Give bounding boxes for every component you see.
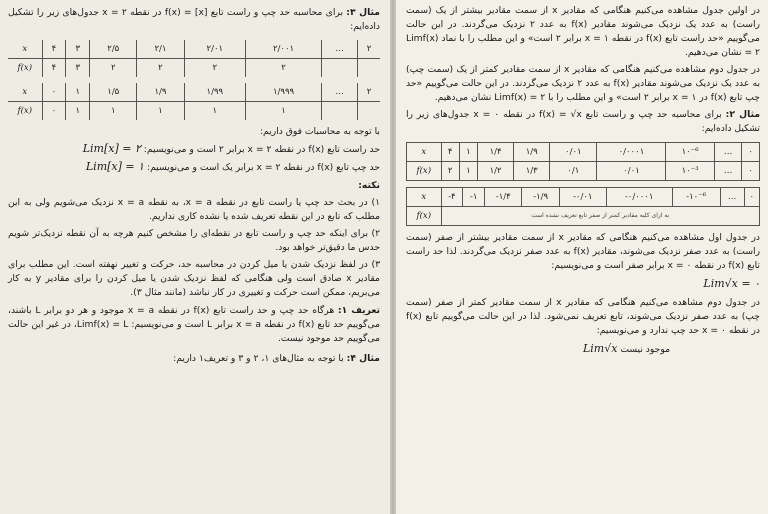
table-cell: ۱/۴ (478, 143, 514, 162)
table-head-x: x (407, 143, 441, 162)
left-limit-text: حد چپ تابع f(x) در نقطه ۲ = x برابر یک است و می‌نویسیم: (146, 162, 380, 173)
right-limit-formula: Lim[x] = ۲ (82, 142, 141, 155)
definition-1 (8, 304, 380, 346)
table-cell: ۲/۵ (90, 40, 137, 59)
table-cell: ۱/۵ (90, 83, 137, 102)
table-cell: -۰/۰۰۰۱ (606, 188, 672, 207)
table-cell: ۱/۲ (478, 162, 514, 181)
right-para-2: در جدول دوم مشاهده می‌کنیم هنگامی که مقادیر x از سمت مقادیر کمتر از یک (سمت چپ) به عدد یک نزدیک می‌شوند مقادیر f(x) به عدد ۲ نزدیک می‌گردند. در این حالت می‌گوییم «حد چپ تابع f(x) در ۱ = x برابر ۲ است» و این مطلب را با Limf(x) = ۲ نشان می‌دهیم. (406, 64, 761, 103)
table-cell: … (322, 83, 358, 102)
table-cell: -۱/۹ (522, 188, 559, 207)
table-cell: ۱ (90, 102, 137, 121)
table-cell: ۳ (66, 59, 90, 78)
right-limit-statement (8, 142, 380, 157)
table-cell: -۱/۴ (485, 188, 522, 207)
table-cell: ۱/۳ (514, 162, 550, 181)
table-cell: ۰/۰۰۰۱ (597, 143, 666, 162)
table-cell: ۱ (184, 102, 246, 121)
note-3: ۳) در لفظ نزدیک شدن یا میل کردن در محاسبه حد، حرکت و تغییر نهفته است. این مطلب برای مقادیر x صادق است ولی هنگامی که لفظ نزدیک شدن یا میل کردن را برای مقادیر y به کار می‌بریم، ممکن است حرکت و تغییری در کار نباشد (مانند مثال ۳). (8, 259, 380, 298)
left-limit-formula: Lim[x] = ۱ (85, 160, 145, 173)
table-cell: … (714, 162, 742, 181)
definition-text: هرگاه حد چپ و حد راست تابع f(x) در نقطه x = a موجود و هر دو برابر L باشند، می‌گوییم حد تابع f(x) در نقطه x = a برابر L است و می‌نویسیم: Limf(x) = L، در غیر این حالت می‌گوییم حد موجود نیست. (8, 305, 380, 344)
table-cell: … (720, 188, 744, 207)
table-cell: ۴ (441, 143, 459, 162)
note-1: ۱) در بحث حد چپ یا راست تابع در نقطه x = a، به نقطه x = a نزدیک می‌شویم ولی به این مطلب که تابع در این نقطه تعریف شده یا نشده کاری نداریم. (8, 197, 380, 222)
table-cell (322, 59, 358, 78)
table-cell (322, 102, 358, 121)
table-cell: ۱/۹ (514, 143, 550, 162)
note-title: نکته: (358, 180, 380, 191)
table-cell: ۰ (42, 83, 66, 102)
right-para-4: در جدول دوم مشاهده می‌کنیم هنگامی که مقادیر x از سمت مقادیر کمتر از صفر (سمت چپ) به عدد صفر نزدیک می‌شوند، تابع تعریف نمی‌شود. لذا در این حالت می‌گوییم تابع f(x) در نقطه ۰ = x حد چپ ندارد و می‌نویسیم: (406, 297, 761, 336)
table-cell: … (322, 40, 358, 59)
left-intro: با توجه به محاسبات فوق داریم: (259, 126, 380, 137)
table-cell: ۲ (358, 83, 380, 102)
table-cell: ۱۰⁻³ (666, 162, 714, 181)
table-cell: -۱۰⁻⁶ (672, 188, 720, 207)
left-limit-formula: Lim√x (582, 342, 618, 355)
table-head-x: x (407, 188, 441, 207)
table-cell: ۰ (42, 102, 66, 121)
table-cell: ۱۰⁻⁶ (666, 143, 714, 162)
table-head-x: x (8, 83, 42, 102)
example-2-text: برای محاسبه حد چپ و راست تابع f(x) = √x در نقطه ۰ = x جدول‌های زیر را تشکیل داده‌ایم: (406, 109, 760, 134)
table-cell: ۱/۹۹۹ (246, 83, 322, 102)
table-cell: ۲ (246, 59, 322, 78)
table-cell (358, 59, 380, 78)
table-cell: ۴ (42, 40, 66, 59)
example-4-text: با توجه به مثال‌های ۱، ۲ و ۳ و تعریف۱ داریم: (173, 353, 344, 364)
note-2: ۲) برای اینکه حد چپ و راست تابع در نقطه‌ای را مشخص کنیم هرچه به آن نقطه نزدیک‌تر شویم حدس ما دقیق‌تر خواهد بود. (8, 228, 380, 253)
table-cell: ۱ (459, 143, 477, 162)
table-cell: ۱ (459, 162, 477, 181)
table-caption: به ازای کلیه مقادیر کمتر از صفر تابع تعریف نشده است (531, 212, 670, 219)
table-cell: ۴ (42, 59, 66, 78)
table-cell: ۰/۰۱ (550, 143, 597, 162)
table-cell: ۲/۱ (137, 40, 184, 59)
table-cell: ۲/۰۰۱ (246, 40, 322, 59)
table-cell: ۲ (137, 59, 184, 78)
table-cell: ۰ (748, 166, 753, 176)
table-cell: ۱ (66, 83, 90, 102)
table-head-fx: f(x) (407, 207, 441, 226)
example-4-label: مثال ۴: (346, 353, 380, 364)
table-head-x: x (8, 40, 42, 59)
example-3-text: برای محاسبه حد چپ و راست تابع f(x) = [x] در نقطه ۲ = x جدول‌های زیر را تشکیل داده‌ایم: (8, 7, 380, 32)
table-cell: ۰ (742, 143, 759, 162)
table-cell: ۱ (66, 102, 90, 121)
right-limit-line (406, 277, 760, 292)
table-cell: ۰ (744, 188, 759, 207)
sqrt-left-table (406, 187, 760, 226)
table-cell: ۲ (358, 40, 380, 59)
table-cell: -۱ (463, 188, 485, 207)
floor-right-table (8, 40, 380, 77)
example-3 (8, 6, 380, 34)
right-limit-formula: Lim√x = ۰ (703, 277, 760, 290)
table-cell: -۴ (441, 188, 463, 207)
example-2-label: مثال ۲: (725, 109, 761, 120)
example-4 (8, 352, 380, 366)
not-exist-text: موجود نیست (620, 344, 670, 355)
table-cell: ۰/۰۱ (597, 162, 666, 181)
example-2 (406, 108, 760, 136)
table-head-fx: f(x) (8, 102, 42, 121)
floor-left-table (8, 83, 380, 120)
table-cell: ۱ (137, 102, 184, 121)
table-cell: ۲ (90, 59, 137, 78)
table-cell: … (714, 143, 742, 162)
table-cell (358, 102, 380, 121)
definition-label: تعریف ۱: (337, 305, 380, 316)
table-cell: -۰/۰۱ (559, 188, 606, 207)
right-para-1: در اولین جدول مشاهده می‌کنیم هنگامی که مقادیر x از سمت مقادیر بیشتر از یک (سمت راست) به عدد یک نزدیک می‌شوند مقادیر f(x) به عدد ۲ نزدیک می‌گردند. در این حالت می‌گوییم «حد راست تابع f(x) در نقطه ۱ = x برابر ۲ است» و این مطلب را با نماد Limf(x) = ۲ نشان می‌دهیم. (406, 5, 760, 58)
table-cell: ۳ (66, 40, 90, 59)
table-cell: ۱/۹ (137, 83, 184, 102)
left-limit-statement (8, 160, 380, 175)
table-head-fx: f(x) (407, 162, 441, 181)
right-limit-text: حد راست تابع f(x) در نقطه ۲ = x برابر ۲ است و می‌نویسیم: (143, 144, 380, 155)
sqrt-right-table (406, 142, 760, 181)
table-cell: ۲ (441, 162, 459, 181)
right-para-3: در جدول اول مشاهده می‌کنیم هنگامی که مقادیر x از سمت مقادیر بیشتر از صفر (سمت راست) به عدد صفر نزدیک می‌شوند، مقادیر f(x) به عدد صفر نزدیک می‌گردند. لذا حد راست تابع f(x) در نقطه ۰ = x برابر صفر است و می‌نویسیم: (406, 232, 761, 271)
table-cell: ۱/۹۹ (184, 83, 246, 102)
example-3-label: مثال ۳: (346, 7, 380, 18)
table-cell: ۲/۰۱ (184, 40, 246, 59)
right-page (396, 0, 768, 514)
table-cell: ۱ (246, 102, 322, 121)
table-cell: ۲ (184, 59, 246, 78)
table-head-fx: f(x) (8, 59, 42, 78)
table-cell: ۰/۱ (550, 162, 597, 181)
left-limit-line (406, 342, 760, 357)
